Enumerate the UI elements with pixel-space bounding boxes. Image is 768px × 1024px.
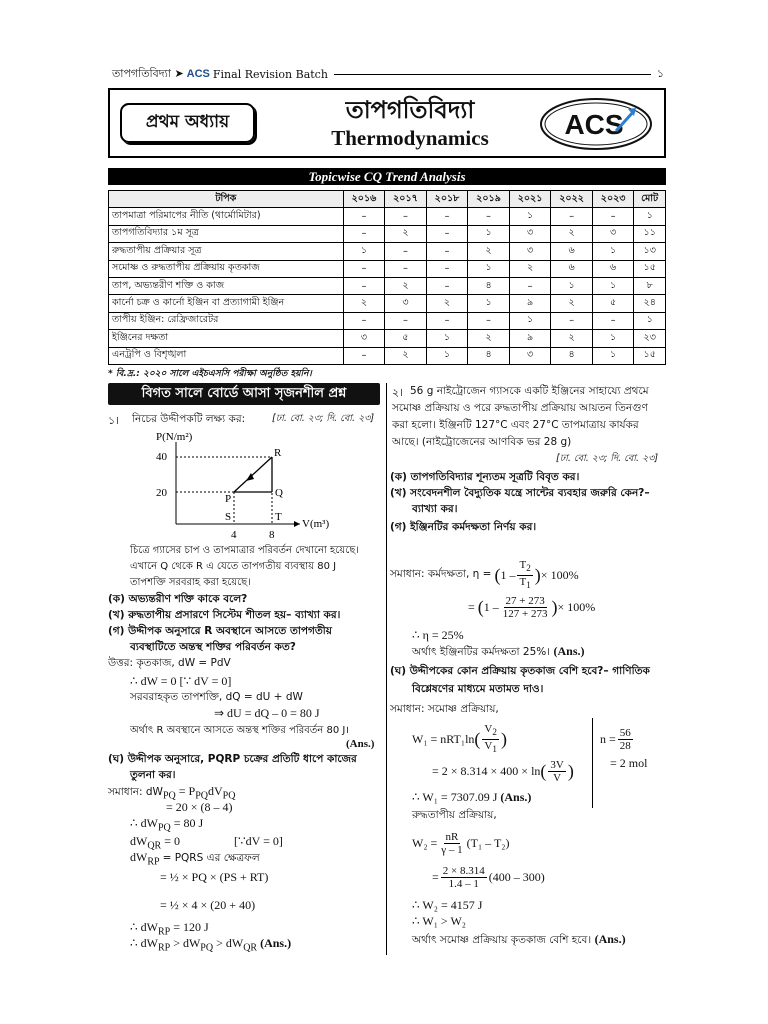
q1-d-line-9: ∴ $dW_{RP} > dW_{PQ} > dW_{QR}$ (Ans.) <box>130 936 292 954</box>
trend-header-topic: টপিক <box>109 191 344 208</box>
trend-count-cell: ২৩ <box>634 330 666 347</box>
q1-d-line-7: = ½ × 4 × (20 + 40) <box>160 898 256 912</box>
trend-count-cell: ৫ <box>385 330 427 347</box>
x-tick-8: 8 <box>269 529 275 541</box>
q1-stem: নিচের উদ্দীপকটি লক্ষ্য কর: <box>132 413 246 425</box>
q2-comparison: ∴ W₁ > W₂ <box>412 914 466 928</box>
trend-count-cell: ১ <box>634 208 666 225</box>
point-P: P <box>225 493 232 505</box>
trend-header-year: ২০১৭ <box>385 191 427 208</box>
q2-stem-3: করা হলো। ইঞ্জিনটি 127°C এবং 27°C তাপমাত্রায় কার্যকর <box>392 419 639 431</box>
q2-stem-4: আছে। (নাইট্রোজেনের আণবিক ভর 28 g) <box>392 436 572 448</box>
trend-count-cell: – <box>426 277 468 294</box>
trend-title: Topicwise CQ Trend Analysis <box>108 168 666 185</box>
trend-topic-cell: রুদ্ধতাপীয় প্রক্রিয়ার সূত্র <box>109 243 344 260</box>
path-RP <box>234 457 272 492</box>
chapter-header <box>108 88 666 158</box>
trend-count-cell: ১ <box>592 347 634 364</box>
trend-table <box>108 190 666 365</box>
trend-count-cell: ১ <box>468 295 510 312</box>
trend-row <box>109 225 666 242</box>
q1-c-ans-5: অর্থাৎ R অবস্থানে আসতে অন্তস্থ শক্তির পরিবর্তন 80 J। <box>130 725 350 736</box>
q2-moles-value: = 2 mol <box>610 756 648 770</box>
q1-part-d-2: তুলনা কর। <box>130 769 176 781</box>
trend-topic-cell: তাপীয় ইঞ্জিন: রেফ্রিজারেটর <box>109 312 344 329</box>
q1-d-line-5: $dW_{RP}$ = PQRS এর ক্ষেত্রফল <box>130 850 260 868</box>
q2-w2-substitution: = $\frac{2 \times 8.314}{1.4 - 1}$ (400 – 300) <box>432 864 545 890</box>
trend-count-cell: – <box>592 208 634 225</box>
trend-count-cell: – <box>509 277 551 294</box>
trend-count-cell: ২ <box>551 225 593 242</box>
trend-count-cell: ১৫ <box>634 347 666 364</box>
q1-c-ans-4: ⇒ dU = dQ – 0 = 80 J <box>214 706 320 720</box>
q1-part-b: (খ) রুদ্ধতাপীয় প্রসারণে সিস্টেম শীতল হয়– ব্যাখ্যা কর। <box>108 609 341 621</box>
trend-count-cell: ১ <box>426 330 468 347</box>
q2-part-b-2: ব্যাখ্যা কর। <box>412 503 458 515</box>
trend-topic-cell: ইঞ্জিনের দক্ষতা <box>109 330 344 347</box>
q1-part-d-1: (ঘ) উদ্দীপক অনুসারে, PQRP চক্রের প্রতিটি ধাপে কাজের <box>108 753 357 765</box>
trend-count-cell: – <box>385 243 427 260</box>
q1-part-c-2: ব্যবস্থাটিতে অন্তস্থ শক্তির পরিবর্তন কত? <box>130 641 296 653</box>
trend-count-cell: ২ <box>385 347 427 364</box>
trend-topic-cell: তাপমাত্রা পরিমাপের নীতি (থার্মোমিটার) <box>109 208 344 225</box>
trend-row <box>109 330 666 347</box>
section-title: বিগত সালে বোর্ডে আসা সৃজনশীল প্রশ্ন <box>108 383 380 405</box>
q1-d-line-6: = ½ × PQ × (PS + RT) <box>160 870 269 884</box>
trend-count-cell: – <box>343 208 385 225</box>
column-divider <box>386 383 387 955</box>
trend-row <box>109 347 666 364</box>
running-header-brand: ACS <box>186 68 210 80</box>
q1-d-line-4: $dW_{QR} = 0$ [∵dV = 0] <box>130 834 283 852</box>
trend-count-cell: – <box>343 225 385 242</box>
trend-count-cell: ৪ <box>468 277 510 294</box>
acs-logo <box>538 95 654 153</box>
trend-count-cell: ৮ <box>634 277 666 294</box>
chapter-title-bn: তাপগতিবিদ্যা <box>345 96 475 124</box>
q2-w1-substitution: = 2 × 8.314 × 400 × ln ( $\frac{3V}{V}$ ) <box>432 758 574 784</box>
q2-stem-2: সমোষ্ণ প্রক্রিয়ায় ও পরে রুদ্ধতাপীয় প্রক্রিয়ায় আয়তন তিনগুণ <box>392 402 648 414</box>
trend-header-year: ২০২২ <box>551 191 593 208</box>
q2-moles: n = $\frac{56}{28}$ <box>600 726 631 752</box>
trend-count-cell: – <box>343 277 385 294</box>
trend-count-cell: – <box>426 260 468 277</box>
graph-xlabel: V(m³) <box>302 518 330 530</box>
trend-topic-cell: তাপ, অভ্যন্তরীণ শক্তি ও কাজ <box>109 277 344 294</box>
trend-count-cell: – <box>426 243 468 260</box>
chapter-badge: প্রথম অধ্যায় <box>120 103 255 143</box>
trend-count-cell: ১ <box>343 243 385 260</box>
trend-count-cell: ২ <box>468 330 510 347</box>
trend-count-cell: – <box>426 225 468 242</box>
trend-count-cell: ২ <box>343 295 385 312</box>
trend-count-cell: – <box>343 312 385 329</box>
trend-count-cell: – <box>426 208 468 225</box>
q2-d-label: সমাধান: সমোষ্ণ প্রক্রিয়ায়, <box>390 703 499 715</box>
point-R: R <box>274 447 282 459</box>
logo-text: ACS <box>564 109 624 140</box>
point-S: S <box>225 511 232 523</box>
trend-count-cell: ৩ <box>509 243 551 260</box>
trend-count-cell: ২ <box>385 225 427 242</box>
trend-count-cell: – <box>343 260 385 277</box>
q1-c-ans-2: ∴ dW = 0 [∵ dV = 0] <box>130 674 232 688</box>
q1-desc-2: এখানে Q থেকে R এ যেতে তাপগতীয় ব্যবস্থায় 80 J <box>130 561 337 572</box>
trend-count-cell: ১ <box>509 312 551 329</box>
x-tick-4: 4 <box>231 529 237 541</box>
q2-w1-result: ∴ W₁ = 7307.09 J (Ans.) <box>412 790 532 804</box>
q2-d-conclusion: অর্থাৎ সমোষ্ণ প্রক্রিয়ায় কৃতকাজ বেশি হবে। (Ans.) <box>412 932 626 946</box>
trend-count-cell: – <box>385 208 427 225</box>
trend-count-cell: – <box>468 312 510 329</box>
q2-part-d-2: বিশ্লেষণের মাধ্যমে মতামত দাও। <box>412 683 544 695</box>
trend-count-cell: – <box>551 312 593 329</box>
trend-count-cell: ১ <box>592 277 634 294</box>
trend-count-cell: ২৪ <box>634 295 666 312</box>
q2-efficiency-substitution: = ( 1 – $\frac{27 + 273}{127 + 273}$ ) × 100% <box>468 594 596 620</box>
q2-part-a: (ক) তাপগতিবিদ্যার শূন্যতম সূত্রটি বিবৃত কর। <box>390 471 580 483</box>
trend-topic-cell: তাপগতিবিদ্যার ১ম সূত্র <box>109 225 344 242</box>
trend-count-cell: ১ <box>592 243 634 260</box>
q2-reference: [ঢা. বো. ২৩; দি. বো. ২৩] <box>556 453 659 464</box>
q2-efficiency-formula: সমাধান: কর্মদক্ষতা, η = ( 1 – $\frac{T_2}{T_1}$ ) × 100% <box>390 559 579 590</box>
trend-header-year: ২০১৯ <box>468 191 510 208</box>
q1-d-line-2: = 20 × (8 – 4) <box>166 800 233 814</box>
q1-c-ans-3: সরবরাহকৃত তাপশক্তি, dQ = dU + dW <box>130 691 303 703</box>
pv-graph <box>134 432 334 544</box>
trend-count-cell: ১ <box>426 347 468 364</box>
q2-stem-1: 56 g নাইট্রোজেন গ্যাসকে একটি ইঞ্জিনের সাহায্যে প্রথমে <box>410 385 649 397</box>
trend-count-cell: ২ <box>551 295 593 312</box>
q1-desc-1: চিত্রে গ্যাসের চাপ ও তাপমাত্রার পরিবর্তন দেখানো হয়েছে। <box>130 545 359 556</box>
q1-d-line-8: ∴ $dW_{RP} = 120$ J <box>130 920 209 938</box>
y-tick-40: 40 <box>156 451 167 463</box>
trend-header-year: ২০১৬ <box>343 191 385 208</box>
trend-count-cell: – <box>468 208 510 225</box>
trend-row <box>109 208 666 225</box>
trend-row <box>109 243 666 260</box>
q1-number: ১। <box>108 414 120 427</box>
trend-count-cell: ৪ <box>551 347 593 364</box>
trend-count-cell: ৩ <box>592 225 634 242</box>
trend-count-cell: ১১ <box>634 225 666 242</box>
trend-count-cell: ৯ <box>509 295 551 312</box>
q2-number: ২। <box>392 386 404 399</box>
page-number: ১ <box>656 66 664 80</box>
trend-count-cell: – <box>385 260 427 277</box>
trend-row <box>109 260 666 277</box>
trend-header-year: ২০২৩ <box>592 191 634 208</box>
moles-divider <box>592 718 593 808</box>
q2-c-conclusion: অর্থাৎ ইঞ্জিনটির কর্মদক্ষতা 25%। (Ans.) <box>412 644 585 658</box>
trend-topic-cell: কার্নো চক্র ও কার্নো ইঞ্জিন বা প্রত্যাগামী ইঞ্জিন <box>109 295 344 312</box>
trend-header-year: ২০২১ <box>509 191 551 208</box>
trend-count-cell: ৬ <box>592 260 634 277</box>
y-tick-20: 20 <box>156 487 167 499</box>
trend-count-cell: ১ <box>592 330 634 347</box>
trend-count-cell: ১ <box>468 260 510 277</box>
q2-adiabatic-label: রুদ্ধতাপীয় প্রক্রিয়ায়, <box>412 809 497 821</box>
running-header-chapter: তাপগতিবিদ্যা ➤ <box>112 66 184 80</box>
point-Q: Q <box>275 487 283 499</box>
trend-count-cell: ৬ <box>551 243 593 260</box>
trend-count-cell: ২ <box>468 243 510 260</box>
trend-count-cell: ৩ <box>385 295 427 312</box>
chapter-title-en: Thermodynamics <box>331 126 489 150</box>
trend-row <box>109 295 666 312</box>
trend-header-year: ২০১৮ <box>426 191 468 208</box>
point-T: T <box>275 511 282 523</box>
q2-eta: ∴ η = 25% <box>412 628 464 642</box>
trend-row <box>109 277 666 294</box>
q2-part-d-1: (ঘ) উদ্দীপকের কোন প্রক্রিয়ায় কৃতকাজ বেশি হবে?– গাণিতিক <box>390 665 650 677</box>
trend-footnote: * বি.দ্র.: ২০২০ সালে এইচএসসি পরীক্ষা অনুষ্ঠিত হয়নি। <box>108 369 312 379</box>
trend-count-cell: ৫ <box>592 295 634 312</box>
trend-count-cell: ১ <box>468 225 510 242</box>
trend-count-cell: ৩ <box>343 330 385 347</box>
trend-count-cell: – <box>343 347 385 364</box>
q1-part-a: (ক) অভ্যন্তরীণ শক্তি কাকে বলে? <box>108 593 248 605</box>
trend-count-cell: – <box>426 312 468 329</box>
trend-count-cell: ৩ <box>509 225 551 242</box>
trend-topic-cell: সমোষ্ণ ও রুদ্ধতাপীয় প্রক্রিয়ায় কৃতকাজ <box>109 260 344 277</box>
q2-w1-formula: W₁ = nRT₁ln ( $\frac{V_2}{V_1}$ ) <box>412 723 507 754</box>
q1-d-line-3: ∴ $dW_{PQ} = 80$ J <box>130 816 204 834</box>
trend-count-cell: ৩ <box>509 347 551 364</box>
trend-count-cell: ২ <box>551 330 593 347</box>
q2-w2-formula: W₂ = $\frac{nR}{\gamma - 1}$ (T₁ – T₂) <box>412 830 510 856</box>
trend-count-cell: ৯ <box>509 330 551 347</box>
q1-c-ans-label: (Ans.) <box>346 738 375 750</box>
trend-count-cell: ৪ <box>468 347 510 364</box>
q2-w2-result: ∴ W₂ = 4157 J <box>412 898 483 912</box>
trend-count-cell: – <box>385 312 427 329</box>
trend-count-cell: – <box>592 312 634 329</box>
trend-count-cell: ১৫ <box>634 260 666 277</box>
q1-part-c-1: (গ) উদ্দীপক অনুসারে R অবস্থানে আসতে তাপগতীয় <box>108 625 332 637</box>
trend-count-cell: – <box>551 208 593 225</box>
running-header-batch: Final Revision Batch <box>212 67 328 81</box>
trend-count-cell: ১৩ <box>634 243 666 260</box>
q1-d-line-1: সমাধান: $dW_{PQ} = P_{PQ}dV_{PQ}$ <box>108 784 236 802</box>
trend-count-cell: ১ <box>634 312 666 329</box>
q1-c-ans-1: উত্তর: কৃতকাজ, dW = PdV <box>108 657 231 669</box>
trend-count-cell: ১ <box>551 277 593 294</box>
header-rule <box>334 74 651 75</box>
trend-header-year: মোট <box>634 191 666 208</box>
q1-reference: [ঢা. বো. ২৩; দি. বো. ২৩] <box>272 413 375 424</box>
trend-count-cell: ১ <box>509 208 551 225</box>
trend-count-cell: ৬ <box>551 260 593 277</box>
trend-count-cell: ২ <box>385 277 427 294</box>
trend-count-cell: ২ <box>426 295 468 312</box>
q1-desc-3: তাপশক্তি সরবরাহ করা হয়েছে। <box>130 577 251 588</box>
q2-part-c: (গ) ইঞ্জিনটির কর্মদক্ষতা নির্ণয় কর। <box>390 521 537 533</box>
running-header <box>112 66 664 82</box>
trend-topic-cell: এনট্রপি ও বিশৃঙ্খলা <box>109 347 344 364</box>
trend-row <box>109 312 666 329</box>
graph-ylabel: P(N/m²) <box>156 432 193 443</box>
q2-part-b-1: (খ) সংবেদনশীল বৈদ্যুতিক যন্ত্রে সান্টের ব্যবহার জরুরি কেন?– <box>390 487 650 499</box>
trend-count-cell: ২ <box>509 260 551 277</box>
